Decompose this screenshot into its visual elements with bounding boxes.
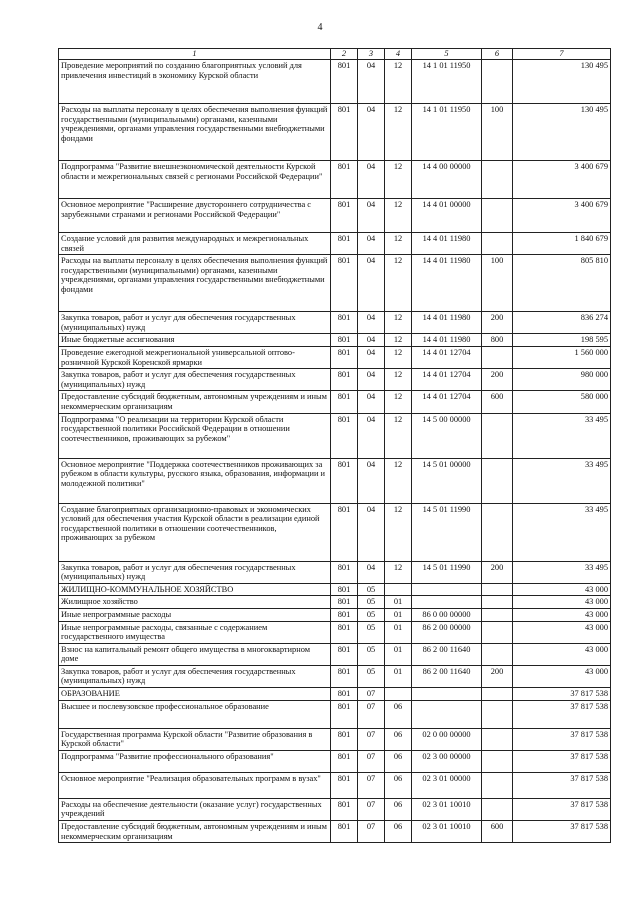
row-name-cell: Государственная программа Курской области "Развитие образования в Курской области" xyxy=(59,728,331,750)
row-name-cell: Подпрограмма "О реализации на территории Курской области государственной политики Российской Федерации в отношении соотечественников, проживающих за рубежом" xyxy=(59,413,331,458)
row-code-3-cell: 07 xyxy=(358,772,385,798)
table-row xyxy=(59,750,611,772)
row-code-3-cell: 04 xyxy=(358,413,385,458)
row-code-5-cell: 14 4 01 11980 xyxy=(412,255,482,312)
row-amount-cell: 1 560 000 xyxy=(513,346,611,368)
row-code-5-cell: 14 5 00 00000 xyxy=(412,413,482,458)
table-row xyxy=(59,798,611,820)
row-code-4-cell: 12 xyxy=(385,458,412,503)
table-row xyxy=(59,413,611,458)
row-code-3-cell: 04 xyxy=(358,312,385,334)
row-code-5-cell xyxy=(412,596,482,609)
row-code-2-cell: 801 xyxy=(331,312,358,334)
table-row xyxy=(59,700,611,728)
row-code-3-cell: 04 xyxy=(358,60,385,104)
row-code-3-cell: 07 xyxy=(358,798,385,820)
row-amount-cell: 37 817 538 xyxy=(513,772,611,798)
table-row xyxy=(59,621,611,643)
row-code-6-cell: 100 xyxy=(482,255,513,312)
row-code-4-cell: 12 xyxy=(385,413,412,458)
row-code-3-cell: 04 xyxy=(358,346,385,368)
row-code-4-cell: 12 xyxy=(385,561,412,583)
row-code-6-cell xyxy=(482,750,513,772)
row-code-6-cell xyxy=(482,700,513,728)
row-code-5-cell xyxy=(412,688,482,701)
row-code-2-cell: 801 xyxy=(331,60,358,104)
row-amount-cell: 130 495 xyxy=(513,60,611,104)
row-code-4-cell xyxy=(385,583,412,596)
table-row xyxy=(59,643,611,665)
row-code-6-cell xyxy=(482,596,513,609)
row-name-cell: Основное мероприятие "Поддержка соотечественников проживающих за рубежом в области культуры, русского языка, образования, информации и молодежной политики" xyxy=(59,458,331,503)
row-code-3-cell: 07 xyxy=(358,750,385,772)
row-code-4-cell: 12 xyxy=(385,334,412,347)
row-code-3-cell: 04 xyxy=(358,199,385,233)
row-code-5-cell: 14 5 01 00000 xyxy=(412,458,482,503)
row-name-cell: ОБРАЗОВАНИЕ xyxy=(59,688,331,701)
row-code-6-cell xyxy=(482,161,513,199)
row-code-6-cell xyxy=(482,503,513,561)
row-code-3-cell: 07 xyxy=(358,700,385,728)
row-amount-cell: 37 817 538 xyxy=(513,798,611,820)
row-amount-cell: 580 000 xyxy=(513,391,611,413)
row-code-2-cell: 801 xyxy=(331,688,358,701)
row-code-5-cell: 02 0 00 00000 xyxy=(412,728,482,750)
table-row xyxy=(59,161,611,199)
table-row xyxy=(59,728,611,750)
row-code-3-cell: 05 xyxy=(358,583,385,596)
row-code-6-cell: 600 xyxy=(482,821,513,843)
row-name-cell: Основное мероприятие "Расширение двустороннего сотрудничества с зарубежными странами и регионами Российской Федерации" xyxy=(59,199,331,233)
row-name-cell: Иные непрограммные расходы, связанные с содержанием государственного имущества xyxy=(59,621,331,643)
row-code-4-cell: 01 xyxy=(385,621,412,643)
row-code-4-cell: 06 xyxy=(385,772,412,798)
row-code-3-cell: 05 xyxy=(358,596,385,609)
row-code-2-cell: 801 xyxy=(331,233,358,255)
row-amount-cell: 43 000 xyxy=(513,583,611,596)
row-amount-cell: 43 000 xyxy=(513,621,611,643)
header-col-4: 4 xyxy=(385,49,412,60)
row-code-4-cell: 12 xyxy=(385,233,412,255)
header-col-2: 2 xyxy=(331,49,358,60)
row-code-5-cell: 86 2 00 11640 xyxy=(412,643,482,665)
row-code-3-cell: 05 xyxy=(358,643,385,665)
row-amount-cell: 33 495 xyxy=(513,561,611,583)
row-code-3-cell: 04 xyxy=(358,334,385,347)
row-code-3-cell: 07 xyxy=(358,821,385,843)
row-code-2-cell: 801 xyxy=(331,665,358,687)
table-row xyxy=(59,688,611,701)
row-code-2-cell: 801 xyxy=(331,458,358,503)
row-amount-cell: 43 000 xyxy=(513,665,611,687)
row-code-5-cell: 86 2 00 00000 xyxy=(412,621,482,643)
row-code-2-cell: 801 xyxy=(331,369,358,391)
row-amount-cell: 37 817 538 xyxy=(513,688,611,701)
row-code-6-cell xyxy=(482,413,513,458)
table-row xyxy=(59,503,611,561)
table-row xyxy=(59,369,611,391)
row-code-2-cell: 801 xyxy=(331,772,358,798)
header-col-5: 5 xyxy=(412,49,482,60)
row-code-2-cell: 801 xyxy=(331,643,358,665)
row-name-cell: Проведение ежегодной межрегиональной универсальной оптово-розничной Курской Коренской ярмарки xyxy=(59,346,331,368)
row-amount-cell: 43 000 xyxy=(513,643,611,665)
table-row xyxy=(59,199,611,233)
row-code-6-cell xyxy=(482,643,513,665)
row-amount-cell: 43 000 xyxy=(513,608,611,621)
row-code-6-cell xyxy=(482,199,513,233)
row-code-5-cell: 86 2 00 11640 xyxy=(412,665,482,687)
row-code-4-cell: 12 xyxy=(385,104,412,161)
table-row xyxy=(59,458,611,503)
row-code-2-cell: 801 xyxy=(331,503,358,561)
row-amount-cell: 3 400 679 xyxy=(513,199,611,233)
row-code-3-cell: 04 xyxy=(358,104,385,161)
row-code-5-cell: 14 4 01 11980 xyxy=(412,233,482,255)
row-amount-cell: 33 495 xyxy=(513,503,611,561)
row-code-4-cell: 06 xyxy=(385,700,412,728)
row-code-6-cell xyxy=(482,608,513,621)
row-name-cell: Предоставление субсидий бюджетным, автономным учреждениям и иным некоммерческим организациям xyxy=(59,821,331,843)
row-amount-cell: 805 810 xyxy=(513,255,611,312)
row-amount-cell: 43 000 xyxy=(513,596,611,609)
table-row xyxy=(59,583,611,596)
row-name-cell: Подпрограмма "Развитие профессионального образования" xyxy=(59,750,331,772)
table-body xyxy=(59,60,611,843)
table-row xyxy=(59,233,611,255)
table-row xyxy=(59,821,611,843)
row-code-4-cell: 01 xyxy=(385,596,412,609)
row-amount-cell: 836 274 xyxy=(513,312,611,334)
row-code-4-cell xyxy=(385,688,412,701)
row-name-cell: Иные непрограммные расходы xyxy=(59,608,331,621)
table-row xyxy=(59,596,611,609)
header-col-7: 7 xyxy=(513,49,611,60)
row-name-cell: Взнос на капитальный ремонт общего имущества в многоквартирном доме xyxy=(59,643,331,665)
row-name-cell: Закупка товаров, работ и услуг для обеспечения государственных (муниципальных) нужд xyxy=(59,665,331,687)
header-col-1: 1 xyxy=(59,49,331,60)
row-name-cell: Подпрограмма "Развитие внешнеэкономической деятельности Курской области и межрегиональных связей с регионами Российской Федерации" xyxy=(59,161,331,199)
row-code-2-cell: 801 xyxy=(331,700,358,728)
row-code-4-cell: 12 xyxy=(385,391,412,413)
row-code-2-cell: 801 xyxy=(331,596,358,609)
row-amount-cell: 1 840 679 xyxy=(513,233,611,255)
row-code-5-cell: 14 4 01 11980 xyxy=(412,334,482,347)
row-code-3-cell: 04 xyxy=(358,255,385,312)
table-header-row xyxy=(59,49,611,60)
table-row xyxy=(59,334,611,347)
row-name-cell: Расходы на обеспечение деятельности (оказание услуг) государственных учреждений xyxy=(59,798,331,820)
row-code-5-cell xyxy=(412,700,482,728)
row-name-cell: Закупка товаров, работ и услуг для обеспечения государственных (муниципальных) нужд xyxy=(59,561,331,583)
row-code-6-cell xyxy=(482,621,513,643)
row-code-6-cell xyxy=(482,688,513,701)
row-code-4-cell: 12 xyxy=(385,255,412,312)
row-amount-cell: 130 495 xyxy=(513,104,611,161)
row-code-4-cell: 12 xyxy=(385,161,412,199)
row-code-3-cell: 05 xyxy=(358,621,385,643)
table-row xyxy=(59,346,611,368)
row-code-3-cell: 04 xyxy=(358,391,385,413)
row-code-4-cell: 12 xyxy=(385,346,412,368)
row-code-4-cell: 01 xyxy=(385,608,412,621)
row-code-2-cell: 801 xyxy=(331,583,358,596)
row-code-5-cell: 14 1 01 11950 xyxy=(412,104,482,161)
row-code-3-cell: 04 xyxy=(358,503,385,561)
row-code-4-cell: 06 xyxy=(385,728,412,750)
row-code-6-cell xyxy=(482,458,513,503)
row-code-4-cell: 06 xyxy=(385,798,412,820)
table-row xyxy=(59,104,611,161)
row-code-6-cell: 800 xyxy=(482,334,513,347)
row-code-2-cell: 801 xyxy=(331,104,358,161)
row-amount-cell: 33 495 xyxy=(513,413,611,458)
table-row xyxy=(59,391,611,413)
row-code-3-cell: 04 xyxy=(358,369,385,391)
row-code-6-cell xyxy=(482,772,513,798)
row-code-3-cell: 04 xyxy=(358,458,385,503)
row-code-3-cell: 04 xyxy=(358,561,385,583)
row-code-6-cell: 200 xyxy=(482,665,513,687)
row-code-5-cell: 02 3 00 00000 xyxy=(412,750,482,772)
row-code-5-cell: 14 4 01 12704 xyxy=(412,391,482,413)
row-code-6-cell xyxy=(482,728,513,750)
row-code-6-cell xyxy=(482,233,513,255)
row-code-2-cell: 801 xyxy=(331,728,358,750)
row-code-3-cell: 04 xyxy=(358,233,385,255)
row-code-5-cell: 02 3 01 10010 xyxy=(412,798,482,820)
row-name-cell: Высшее и послевузовское профессиональное образование xyxy=(59,700,331,728)
row-code-4-cell: 06 xyxy=(385,821,412,843)
row-code-4-cell: 01 xyxy=(385,643,412,665)
row-code-2-cell: 801 xyxy=(331,608,358,621)
row-code-3-cell: 05 xyxy=(358,608,385,621)
table-row xyxy=(59,561,611,583)
table-row xyxy=(59,60,611,104)
row-name-cell: Проведение мероприятий по созданию благоприятных условий для привлечения инвестиций в экономику Курской области xyxy=(59,60,331,104)
row-code-2-cell: 801 xyxy=(331,821,358,843)
row-code-2-cell: 801 xyxy=(331,255,358,312)
row-code-4-cell: 12 xyxy=(385,369,412,391)
page-number: 4 xyxy=(317,22,323,33)
table-row xyxy=(59,665,611,687)
row-code-4-cell: 12 xyxy=(385,503,412,561)
header-col-3: 3 xyxy=(358,49,385,60)
row-code-3-cell: 04 xyxy=(358,161,385,199)
row-name-cell: Закупка товаров, работ и услуг для обеспечения государственных (муниципальных) нужд xyxy=(59,312,331,334)
row-code-4-cell: 12 xyxy=(385,60,412,104)
row-name-cell: Расходы на выплаты персоналу в целях обеспечения выполнения функций государственными (муниципальными) органами, казенными учреждениями, органами управления государственными внебюджетными фондами xyxy=(59,104,331,161)
row-name-cell: Жилищное хозяйство xyxy=(59,596,331,609)
row-code-2-cell: 801 xyxy=(331,161,358,199)
row-code-5-cell: 14 4 01 12704 xyxy=(412,369,482,391)
row-code-2-cell: 801 xyxy=(331,798,358,820)
row-name-cell: Основное мероприятие "Реализация образовательных программ в вузах" xyxy=(59,772,331,798)
row-code-5-cell: 14 4 01 00000 xyxy=(412,199,482,233)
row-amount-cell: 37 817 538 xyxy=(513,728,611,750)
row-code-4-cell: 01 xyxy=(385,665,412,687)
row-code-2-cell: 801 xyxy=(331,621,358,643)
row-code-5-cell: 86 0 00 00000 xyxy=(412,608,482,621)
budget-table xyxy=(58,48,611,843)
row-code-2-cell: 801 xyxy=(331,413,358,458)
row-amount-cell: 198 595 xyxy=(513,334,611,347)
row-code-6-cell xyxy=(482,346,513,368)
row-code-5-cell: 14 5 01 11990 xyxy=(412,561,482,583)
row-code-6-cell: 600 xyxy=(482,391,513,413)
table-row xyxy=(59,772,611,798)
row-name-cell: ЖИЛИЩНО-КОММУНАЛЬНОЕ ХОЗЯЙСТВО xyxy=(59,583,331,596)
row-amount-cell: 3 400 679 xyxy=(513,161,611,199)
row-amount-cell: 37 817 538 xyxy=(513,821,611,843)
row-code-6-cell xyxy=(482,798,513,820)
row-code-6-cell xyxy=(482,60,513,104)
row-amount-cell: 37 817 538 xyxy=(513,750,611,772)
row-code-5-cell: 14 4 00 00000 xyxy=(412,161,482,199)
table-row xyxy=(59,608,611,621)
row-code-6-cell: 200 xyxy=(482,312,513,334)
row-code-2-cell: 801 xyxy=(331,391,358,413)
row-name-cell: Создание условий для развития международных и межрегиональных связей xyxy=(59,233,331,255)
row-code-2-cell: 801 xyxy=(331,346,358,368)
row-name-cell: Расходы на выплаты персоналу в целях обеспечения выполнения функций государственными (муниципальными) органами, казенными учреждениями, органами управления государственными внебюджетными фондами xyxy=(59,255,331,312)
row-code-6-cell: 200 xyxy=(482,369,513,391)
header-col-6: 6 xyxy=(482,49,513,60)
row-code-2-cell: 801 xyxy=(331,750,358,772)
row-amount-cell: 37 817 538 xyxy=(513,700,611,728)
row-name-cell: Предоставление субсидий бюджетным, автономным учреждениям и иным некоммерческим организациям xyxy=(59,391,331,413)
row-code-5-cell: 02 3 01 00000 xyxy=(412,772,482,798)
row-code-6-cell: 200 xyxy=(482,561,513,583)
row-name-cell: Создание благоприятных организационно-правовых и экономических условий для обеспечения участия Курской области в реализации единой государственной политики в отношении соотечественников, проживающих за рубежом xyxy=(59,503,331,561)
row-code-3-cell: 07 xyxy=(358,728,385,750)
table-row xyxy=(59,255,611,312)
row-code-2-cell: 801 xyxy=(331,334,358,347)
row-code-3-cell: 07 xyxy=(358,688,385,701)
row-code-4-cell: 12 xyxy=(385,312,412,334)
row-code-4-cell: 06 xyxy=(385,750,412,772)
row-code-3-cell: 05 xyxy=(358,665,385,687)
row-code-4-cell: 12 xyxy=(385,199,412,233)
row-code-5-cell: 14 4 01 12704 xyxy=(412,346,482,368)
row-amount-cell: 33 495 xyxy=(513,458,611,503)
row-code-5-cell xyxy=(412,583,482,596)
row-amount-cell: 980 000 xyxy=(513,369,611,391)
row-code-5-cell: 14 5 01 11990 xyxy=(412,503,482,561)
row-code-2-cell: 801 xyxy=(331,199,358,233)
table-row xyxy=(59,312,611,334)
row-name-cell: Иные бюджетные ассигнования xyxy=(59,334,331,347)
row-code-6-cell: 100 xyxy=(482,104,513,161)
row-name-cell: Закупка товаров, работ и услуг для обеспечения государственных (муниципальных) нужд xyxy=(59,369,331,391)
row-code-2-cell: 801 xyxy=(331,561,358,583)
row-code-5-cell: 14 4 01 11980 xyxy=(412,312,482,334)
row-code-6-cell xyxy=(482,583,513,596)
row-code-5-cell: 14 1 01 11950 xyxy=(412,60,482,104)
row-code-5-cell: 02 3 01 10010 xyxy=(412,821,482,843)
